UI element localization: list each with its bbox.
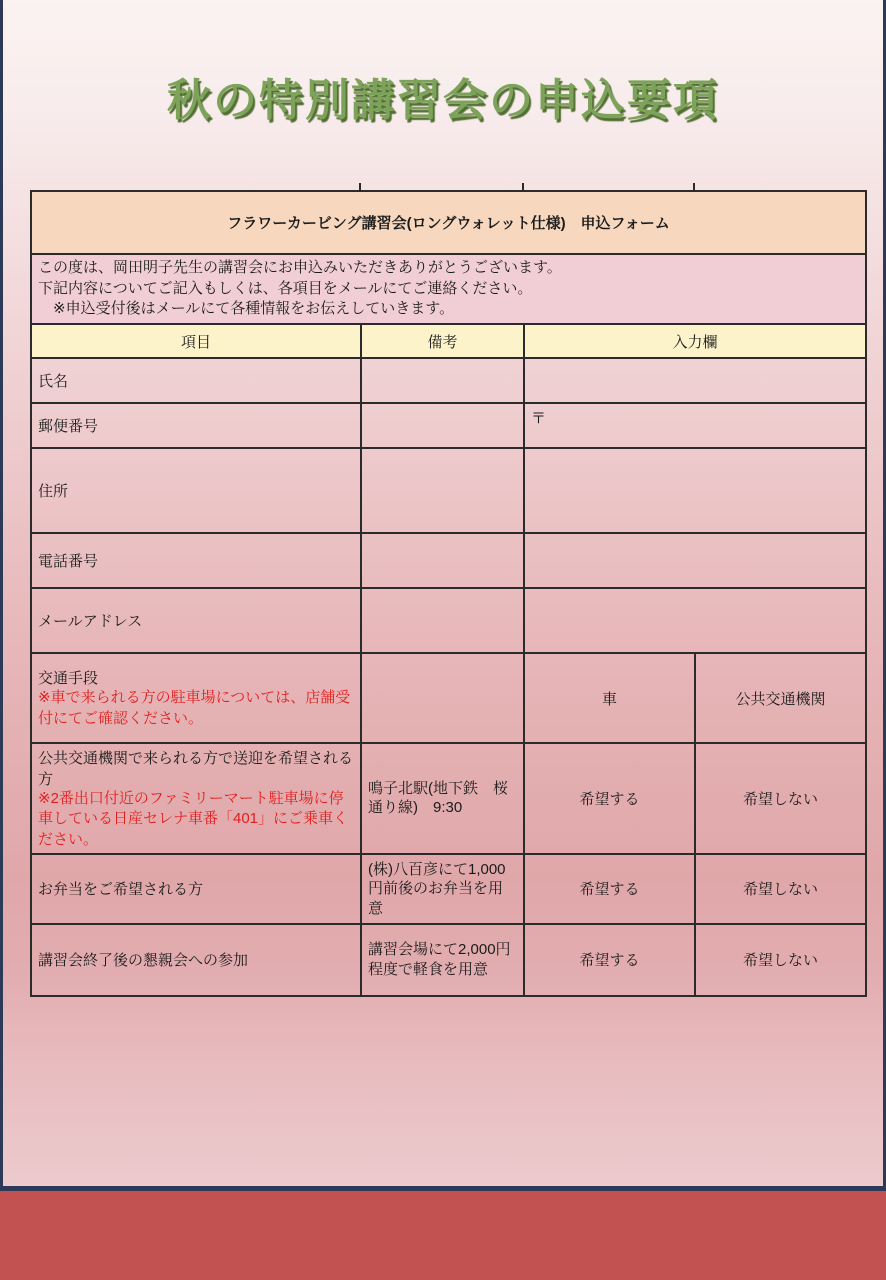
row-label-phone: 電話番号 xyxy=(31,533,361,588)
form-title: フラワーカービング講習会(ロングウォレット仕様) 申込フォーム xyxy=(31,191,866,254)
intro-line: 下記内容についてご記入もしくは、各項目をメールにてご連絡ください。 xyxy=(38,279,533,297)
form-title-row xyxy=(31,191,866,254)
option-car[interactable]: 車 xyxy=(524,653,695,743)
postal-mark-icon: 〒 xyxy=(531,410,547,428)
row-label-email: メールアドレス xyxy=(31,588,361,653)
table-row-pickup xyxy=(31,743,866,854)
row-label-postal-code: 郵便番号 xyxy=(31,403,361,448)
row-label-text: 交通手段 xyxy=(38,670,99,688)
option-pickup-no[interactable]: 希望しない xyxy=(695,743,866,854)
row-remarks-postal-code xyxy=(361,403,524,448)
row-input-address[interactable] xyxy=(524,448,866,533)
row-remarks-email xyxy=(361,588,524,653)
table-row-name xyxy=(31,358,866,403)
intro-line: ※申込受付後はメールにて各種情報をお伝えしていきます。 xyxy=(38,300,455,318)
row-note-red: ※2番出口付近のファミリーマート駐車場に停車している日産セレナ車番「401」にご乗車ください。 xyxy=(38,790,349,848)
row-remarks-address xyxy=(361,448,524,533)
row-remarks-phone xyxy=(361,533,524,588)
column-header-row xyxy=(31,324,866,358)
column-header-input: 入力欄 xyxy=(524,324,866,358)
table-row-email xyxy=(31,588,866,653)
option-afterparty-no[interactable]: 希望しない xyxy=(695,924,866,996)
row-input-phone[interactable] xyxy=(524,533,866,588)
form-intro xyxy=(31,254,866,324)
row-remarks-lunch: (株)八百彦にて1,000円前後のお弁当を用意 xyxy=(361,854,524,924)
option-lunch-no[interactable]: 希望しない xyxy=(695,854,866,924)
row-note-red: ※車で来られる方の駐車場については、店舗受付にてご確認ください。 xyxy=(38,689,351,727)
row-remarks-transport xyxy=(361,653,524,743)
option-pickup-yes[interactable]: 希望する xyxy=(524,743,695,854)
option-public-transport[interactable]: 公共交通機関 xyxy=(695,653,866,743)
form-intro-row xyxy=(31,254,866,324)
table-row-transport xyxy=(31,653,866,743)
row-label-text: 公共交通機関で来られる方で送迎を希望される方 xyxy=(38,750,354,789)
column-header-remarks: 備考 xyxy=(361,324,524,358)
intro-line: この度は、岡田明子先生の講習会にお申込みいただきありがとうございます。 xyxy=(38,259,562,276)
row-remarks-name xyxy=(361,358,524,403)
row-remarks-pickup: 鳴子北駅(地下鉄 桜通り線) 9:30 xyxy=(361,743,524,854)
application-form-table xyxy=(30,190,867,997)
table-row-lunch xyxy=(31,854,866,924)
row-input-email[interactable] xyxy=(524,588,866,653)
row-label-afterparty: 講習会終了後の懇親会への参加 xyxy=(31,924,361,996)
table-row-postal-code xyxy=(31,403,866,448)
table-row-afterparty xyxy=(31,924,866,996)
row-label-transport xyxy=(31,653,361,743)
column-header-item: 項目 xyxy=(31,324,361,358)
footer-band xyxy=(0,1191,886,1280)
row-input-postal-code[interactable] xyxy=(524,403,866,448)
table-row-phone xyxy=(31,533,866,588)
option-afterparty-yes[interactable]: 希望する xyxy=(524,924,695,996)
row-label-name: 氏名 xyxy=(31,358,361,403)
option-lunch-yes[interactable]: 希望する xyxy=(524,854,695,924)
row-label-address: 住所 xyxy=(31,448,361,533)
row-input-name[interactable] xyxy=(524,358,866,403)
page-title: 秋の特別講習会の申込要項 xyxy=(167,76,719,125)
row-label-lunch: お弁当をご希望される方 xyxy=(31,854,361,924)
table-row-address xyxy=(31,448,866,533)
row-label-pickup xyxy=(31,743,361,854)
row-remarks-afterparty: 講習会場にて2,000円程度で軽食を用意 xyxy=(361,924,524,996)
